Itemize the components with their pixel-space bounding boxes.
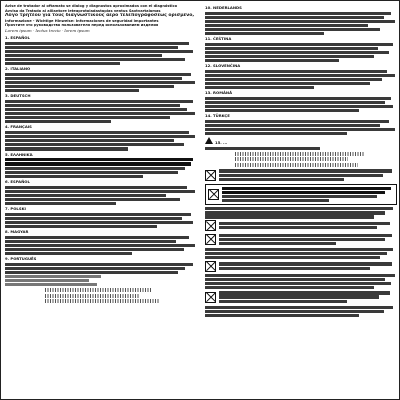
text-line [205, 248, 393, 251]
text-line [205, 28, 380, 31]
crossed-bin-icon [205, 170, 216, 181]
text-line [205, 314, 359, 317]
text-line [5, 194, 166, 197]
text-line [5, 139, 174, 142]
script-line [235, 152, 365, 156]
document-header [5, 4, 197, 34]
section-19 [205, 306, 397, 317]
text-line [205, 109, 359, 112]
text-line [205, 105, 393, 108]
script-line [45, 288, 151, 292]
section-14 [205, 114, 397, 135]
text-line [222, 191, 385, 194]
text-line [219, 262, 392, 265]
script-text-block [45, 288, 197, 302]
text-line [5, 81, 195, 84]
header-line-4: Informazione - Wichtige Hinweise: Informaciones de seguridad importantes [5, 18, 159, 23]
section-title [205, 137, 397, 146]
section-title: 3. DEUTSCH [5, 93, 31, 99]
section-10 [205, 6, 397, 35]
text-line [5, 46, 178, 49]
text-line [5, 143, 184, 146]
text-line [5, 42, 189, 45]
section-title: 10. NEDERLANDS [205, 5, 242, 10]
left-column [5, 4, 197, 398]
text-line [5, 104, 180, 107]
text-line [5, 267, 185, 270]
text-line [219, 267, 370, 270]
section-9 [5, 257, 197, 303]
header-line-1: Avise de tratador al oftamato se dialog y diagnostos aproximados con el diagnóstico [5, 4, 178, 8]
text-line [219, 174, 383, 177]
boxed-note [205, 184, 397, 206]
text-line [205, 124, 380, 127]
script-line [235, 163, 358, 167]
text-line [205, 47, 378, 50]
text-line [5, 112, 195, 115]
text-line [219, 169, 392, 172]
text-line [219, 300, 347, 303]
crossed-bin-icon [205, 261, 216, 272]
text-line [205, 82, 370, 85]
section-7 [5, 207, 197, 228]
text-line [5, 236, 189, 239]
text-line [5, 186, 187, 189]
text-line [219, 234, 392, 237]
text-line [5, 89, 139, 92]
text-line [5, 167, 185, 170]
section-2 [5, 67, 197, 92]
text-line [205, 306, 393, 309]
text-line [205, 252, 387, 255]
text-line [5, 279, 89, 282]
section-title: 4. FRANÇAIS [5, 124, 32, 130]
text-line [219, 222, 390, 225]
text-line [205, 97, 391, 100]
text-line [5, 100, 193, 103]
text-line [5, 252, 132, 255]
crossed-bin-icon [208, 189, 219, 200]
header-line-5: Прочтите это руководство пользователя перед использованием изделия [5, 23, 159, 28]
text-line [222, 195, 377, 198]
text-line [205, 147, 320, 150]
script-text-block [235, 152, 397, 166]
text-line [205, 32, 324, 35]
text-line [5, 202, 116, 205]
text-line [5, 85, 174, 88]
text-line [5, 263, 193, 266]
text-line [205, 282, 391, 285]
text-line [5, 135, 195, 138]
text-line [205, 51, 389, 54]
text-line [205, 78, 382, 81]
section-title-text: 15. ... [215, 140, 228, 146]
section-title: 9. PORTUGUÊS [5, 256, 37, 262]
text-line [205, 132, 347, 135]
text-line [5, 225, 157, 228]
section-1 [5, 36, 197, 65]
text-line [205, 120, 389, 123]
text-line [5, 162, 191, 165]
text-line [205, 215, 374, 218]
section-title: 14. TÜRKÇE [205, 113, 230, 119]
text-line [205, 207, 393, 210]
text-line [205, 24, 368, 27]
text-line [5, 108, 187, 111]
text-line [5, 77, 182, 80]
text-line [5, 248, 184, 251]
text-line [205, 20, 395, 23]
warning-icon [205, 137, 213, 144]
section-12 [205, 64, 397, 89]
disposal-row [205, 291, 397, 304]
text-line [205, 256, 380, 259]
section-title: 5. ΕΛΛΗΝΙΚΆ [5, 151, 33, 157]
text-line [205, 211, 385, 214]
text-line [222, 199, 329, 202]
section-16 [205, 207, 397, 218]
text-line [5, 221, 193, 224]
text-line [5, 283, 97, 286]
script-line [45, 294, 139, 298]
text-line [5, 213, 191, 216]
text-line [219, 238, 385, 241]
text-line [219, 295, 379, 298]
text-line [205, 86, 314, 89]
text-line [219, 291, 390, 294]
crossed-bin-icon [205, 220, 216, 231]
text-line [5, 198, 180, 201]
section-5 [5, 153, 197, 179]
text-line [222, 187, 391, 190]
text-line [205, 128, 395, 131]
section-title: 1. ESPAÑOL [5, 34, 30, 40]
section-title: 12. SLOVENČINA [205, 63, 241, 69]
section-18 [205, 274, 397, 289]
text-line [5, 147, 128, 150]
text-line [5, 73, 191, 76]
text-line [219, 226, 377, 229]
section-title: 7. POLSKI [5, 206, 26, 212]
text-line [205, 286, 374, 289]
text-line [205, 101, 385, 104]
section-15 [205, 137, 397, 166]
text-line [5, 62, 120, 65]
text-line [5, 190, 195, 193]
section-title: 13. ROMÂNĂ [205, 90, 233, 96]
text-line [5, 120, 111, 123]
text-line [219, 242, 336, 245]
section-4 [5, 125, 197, 150]
header-line-3: Λόγο τρητέου για τους διαγνωστικούς αερο τελεπογράφοσεως ορισμένο, [5, 13, 195, 19]
disposal-row [205, 261, 397, 272]
text-line [5, 244, 195, 247]
crossed-bin-icon [205, 234, 216, 245]
text-line [5, 171, 178, 174]
text-line [205, 59, 339, 62]
header-signature: Lorem ipsum · lectus trezio · lorem ipsum [5, 27, 90, 33]
text-line [219, 178, 344, 181]
script-line [45, 299, 159, 303]
disposal-row [205, 220, 397, 231]
text-line [5, 240, 176, 243]
section-title: 6. ESPAÑOL [5, 179, 30, 184]
text-line [5, 158, 193, 161]
section-title: 11. ČEŠTINA [205, 36, 232, 42]
text-line [205, 43, 393, 46]
text-line [5, 54, 162, 57]
header-line-2: Avviso da Tratado al alliantore leteaprotoladastaplas ventus Saxtvartalamas [5, 8, 161, 13]
text-line [205, 16, 384, 19]
text-line [5, 131, 189, 134]
text-line [5, 217, 182, 220]
section-17 [205, 248, 397, 259]
text-line [205, 12, 391, 15]
text-line [5, 50, 193, 53]
section-13 [205, 91, 397, 112]
text-line [5, 116, 170, 119]
text-line [205, 55, 374, 58]
text-line [5, 271, 178, 274]
section-title: 8. MAGYAR [5, 229, 29, 235]
right-column [205, 4, 397, 398]
text-line [5, 58, 185, 61]
section-8 [5, 230, 197, 255]
disposal-row [205, 233, 397, 246]
section-11 [205, 37, 397, 62]
text-line [205, 310, 384, 313]
section-6 [5, 180, 197, 205]
text-line [205, 74, 395, 77]
text-line [205, 274, 395, 277]
text-line [205, 278, 385, 281]
disposal-row [205, 169, 397, 182]
script-line [235, 157, 348, 161]
text-line [205, 70, 387, 73]
text-line [5, 275, 101, 278]
crossed-bin-icon [205, 292, 216, 303]
section-title: 2. ITALIANO [5, 66, 31, 72]
section-3 [5, 94, 197, 123]
text-line [5, 175, 143, 178]
